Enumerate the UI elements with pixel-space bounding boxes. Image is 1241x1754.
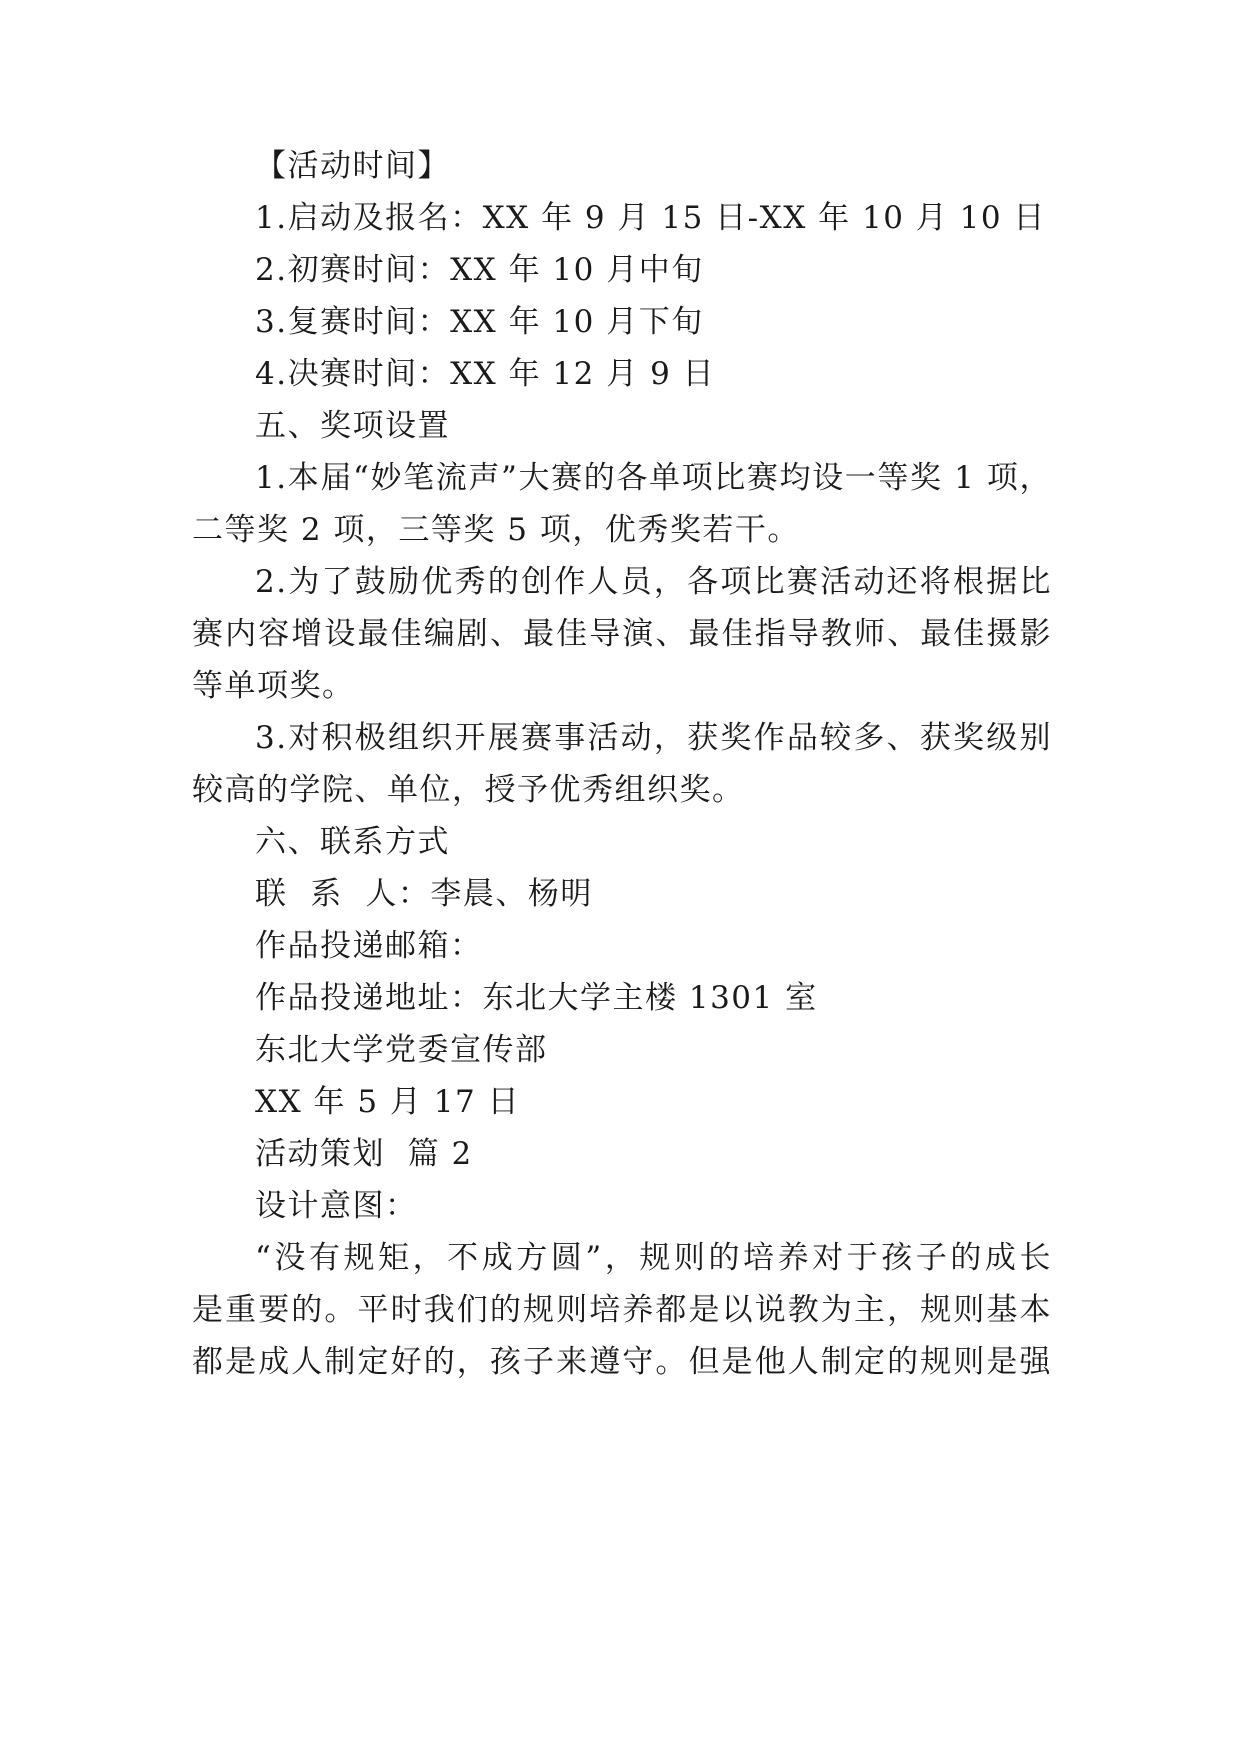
section-title-plan-2: 活动策划 篇 2 — [255, 1136, 473, 1172]
contact-person: 联 系 人：李晨、杨明 — [255, 876, 593, 912]
section-heading-awards: 五、奖项设置 — [255, 408, 450, 444]
awards-item-2-line-2: 赛内容增设最佳编剧、最佳导演、最佳指导教师、最佳摄影 — [192, 616, 1052, 652]
awards-item-1-line-1: 1.本届“妙笔流声”大赛的各单项比赛均设一等奖 1 项， — [255, 460, 1052, 496]
awards-item-2-line-1: 2.为了鼓励优秀的创作人员，各项比赛活动还将根据比 — [255, 564, 1052, 600]
schedule-item-registration: 1.启动及报名：XX 年 9 月 15 日-XX 年 10 月 10 日 — [255, 200, 1046, 236]
awards-item-3-line-1: 3.对积极组织开展赛事活动，获奖作品较多、获奖级别 — [255, 720, 1052, 756]
document-date: XX 年 5 月 17 日 — [255, 1084, 521, 1120]
section-heading-activity-time: 【活动时间】 — [255, 148, 450, 184]
section-heading-contact: 六、联系方式 — [255, 824, 450, 860]
awards-item-1-line-2: 二等奖 2 项，三等奖 5 项，优秀奖若干。 — [192, 512, 800, 548]
schedule-item-final: 4.决赛时间：XX 年 12 月 9 日 — [255, 356, 716, 392]
schedule-item-preliminary: 2.初赛时间：XX 年 10 月中旬 — [255, 252, 704, 288]
submission-address: 作品投递地址：东北大学主楼 1301 室 — [255, 980, 818, 1016]
design-intent-line-2: 是重要的。平时我们的规则培养都是以说教为主，规则基本 — [192, 1292, 1052, 1328]
organizer: 东北大学党委宣传部 — [255, 1032, 548, 1068]
awards-item-3-line-2: 较高的学院、单位，授予优秀组织奖。 — [192, 772, 745, 808]
design-intent-line-3: 都是成人制定好的，孩子来遵守。但是他人制定的规则是强 — [192, 1344, 1052, 1380]
schedule-item-semifinal: 3.复赛时间：XX 年 10 月下旬 — [255, 304, 704, 340]
awards-item-2-line-3: 等单项奖。 — [192, 668, 355, 704]
submission-email: 作品投递邮箱： — [255, 928, 483, 964]
design-intent-line-1: “没有规矩，不成方圆”，规则的培养对于孩子的成长 — [255, 1240, 1052, 1276]
design-intent-heading: 设计意图： — [255, 1188, 418, 1224]
